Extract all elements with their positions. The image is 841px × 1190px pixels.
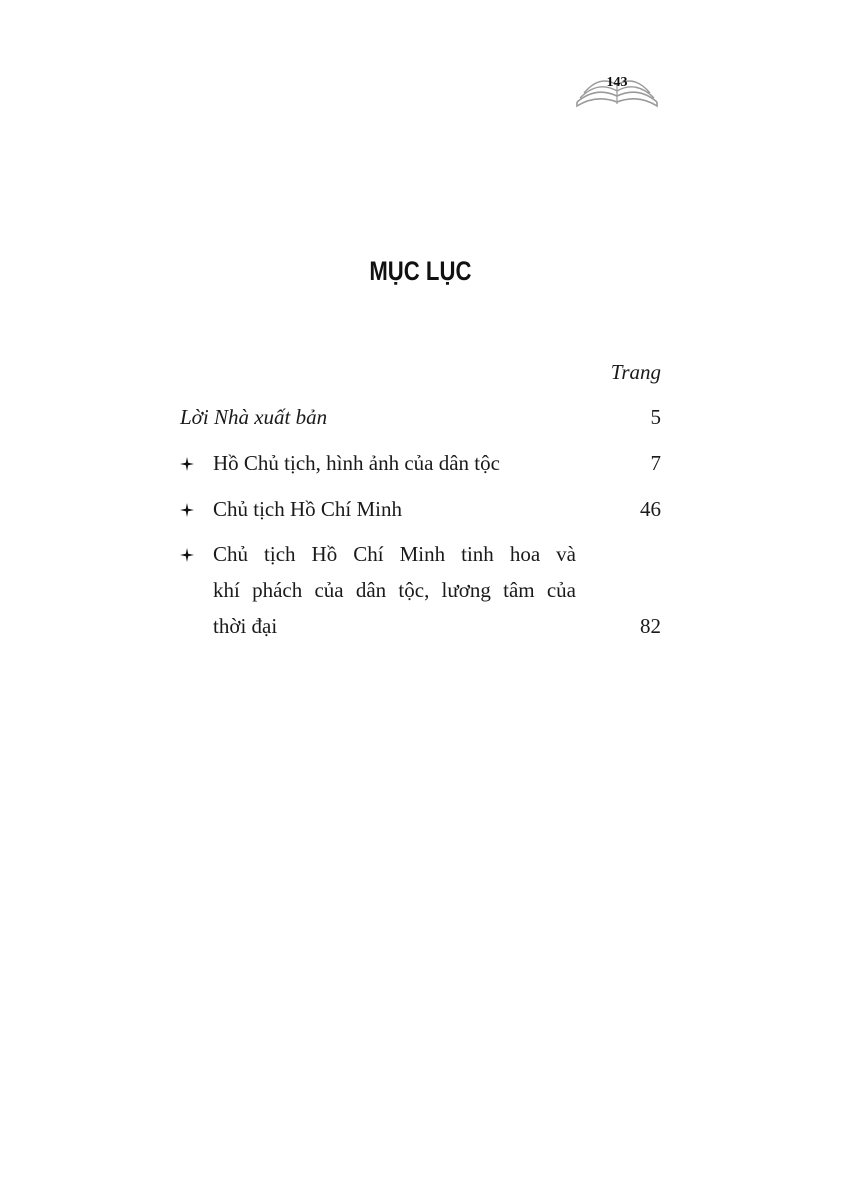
toc-entry-page: 46 <box>640 497 661 521</box>
toc-entry-label: Hồ Chủ tịch, hình ảnh của dân tộc <box>213 451 500 475</box>
four-point-star-icon <box>180 491 196 527</box>
toc-entry[interactable] <box>180 399 661 435</box>
page-column-label: Trang <box>610 360 661 384</box>
toc-entry[interactable] <box>180 491 661 527</box>
page-title: MỤC LỤC <box>369 256 472 286</box>
four-point-star-icon <box>180 445 196 481</box>
page-number: 143 <box>606 75 628 90</box>
page-number-ornament <box>574 66 660 110</box>
toc-entry-page: 7 <box>650 451 661 475</box>
toc-entry-label-line: Chủ tịch Hồ Chí Minh tinh hoa và <box>213 542 576 566</box>
toc-entry-label: Lời Nhà xuất bản <box>180 405 328 429</box>
toc-entry[interactable] <box>180 536 661 646</box>
toc-entry-label <box>213 536 576 644</box>
toc-entry-page: 82 <box>640 614 661 638</box>
toc-entry-label: Chủ tịch Hồ Chí Minh <box>213 497 403 521</box>
toc-entry[interactable] <box>180 445 661 481</box>
toc-entry-label-line: thời đại <box>213 614 278 638</box>
four-point-star-icon <box>180 536 196 572</box>
toc-entry-page: 5 <box>650 405 661 429</box>
toc-entry-label-line: khí phách của dân tộc, lương tâm của <box>213 578 576 602</box>
